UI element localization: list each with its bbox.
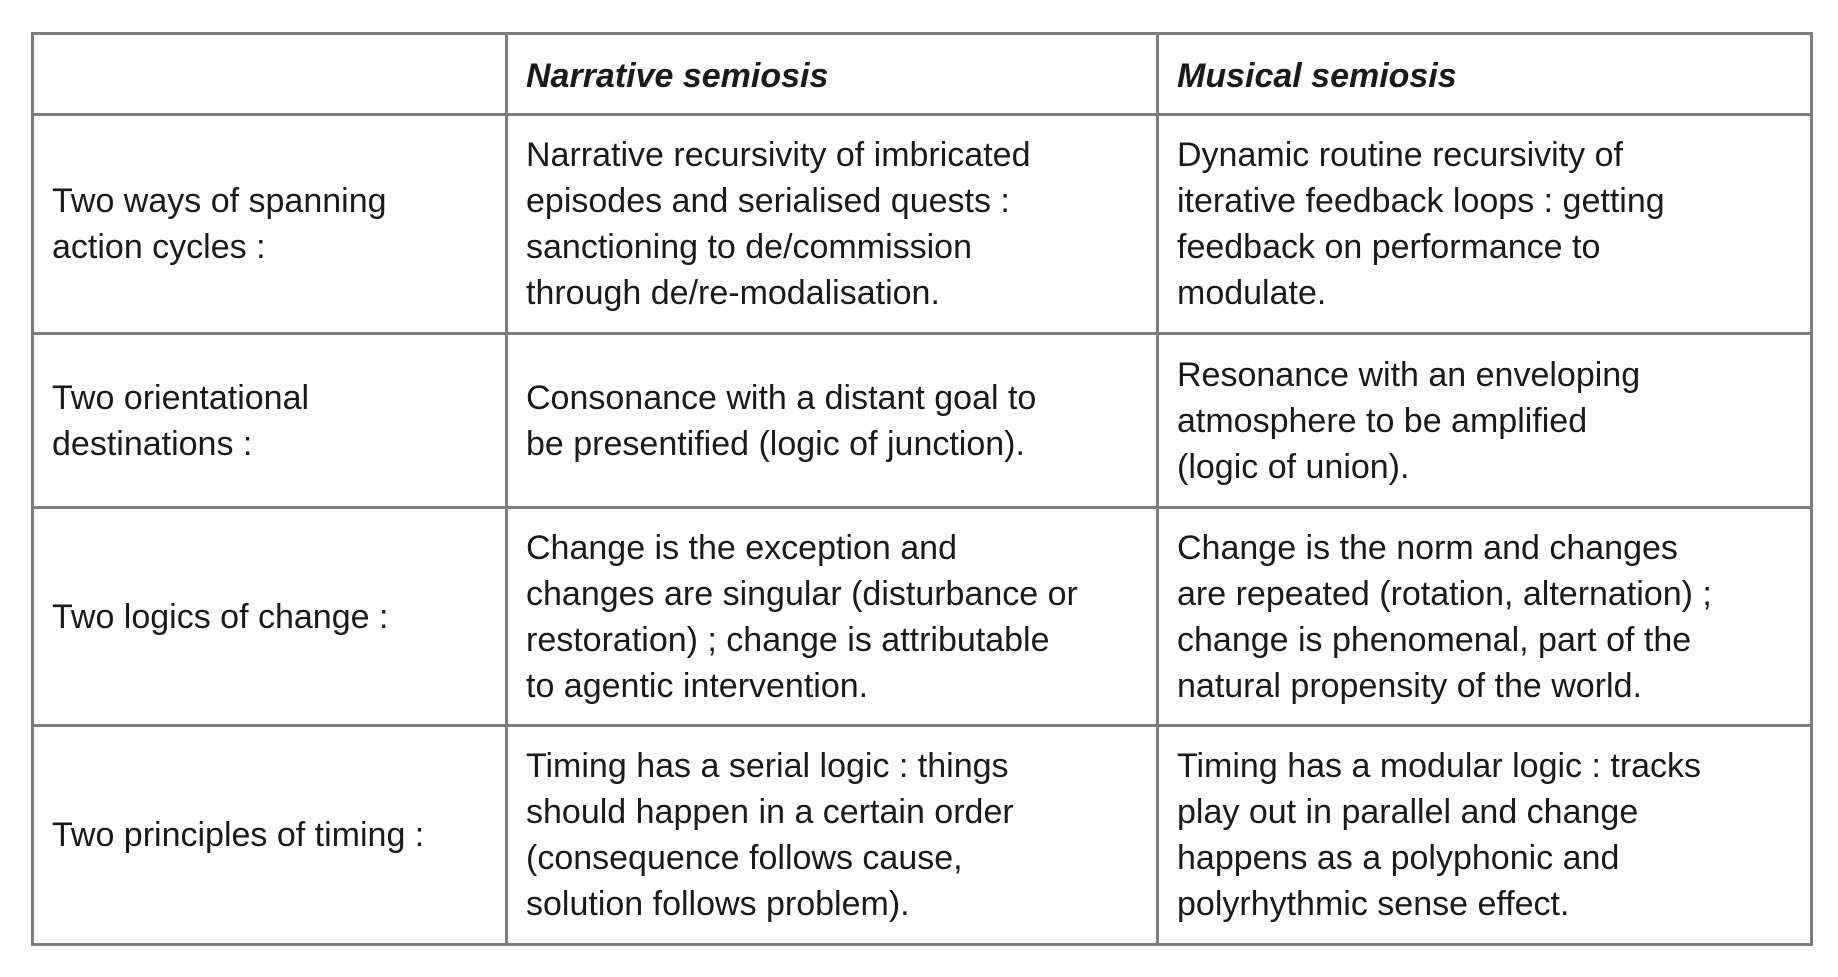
row-label: Two logics of change :: [52, 597, 389, 636]
header-cell-empty: [33, 34, 507, 115]
narrative-cell: [507, 508, 1158, 726]
row-label-cell: [33, 115, 507, 334]
row-label-cell: [33, 334, 507, 508]
musical-cell: [1158, 508, 1812, 726]
row-label: Two ways of spanning action cycles :: [52, 182, 387, 266]
narrative-text: Change is the exception and changes are singular (disturbance or restoration) ; change is attributable to agentic intervention.: [526, 528, 1078, 705]
row-label-cell: [33, 726, 507, 945]
narrative-cell: [507, 726, 1158, 945]
row-label-cell: [33, 508, 507, 726]
header-cell-musical: [1158, 34, 1812, 115]
table-row: [33, 115, 1812, 334]
narrative-cell: [507, 115, 1158, 334]
row-label: Two principles of timing :: [52, 816, 425, 854]
header-row: [33, 34, 1812, 115]
musical-text: Timing has a modular logic : tracks play out in parallel and change happens as a polyphonic and polyrhythmic sense effect.: [1177, 747, 1702, 923]
narrative-text: Narrative recursivity of imbricated episodes and serialised quests : sanctioning to de/commission through de/re-modalisation.: [526, 136, 1031, 312]
table-row: [33, 334, 1812, 508]
musical-text: Resonance with an enveloping atmosphere to be amplified (logic of union).: [1177, 355, 1641, 486]
musical-cell: [1158, 726, 1812, 945]
table-row: [33, 726, 1812, 945]
musical-cell: [1158, 334, 1812, 508]
header-cell-narrative: [507, 34, 1158, 115]
musical-header-text: Musical semiosis: [1177, 57, 1457, 95]
narrative-header-text: Narrative semiosis: [526, 57, 829, 95]
musical-text: Dynamic routine recursivity of iterative feedback loops : getting feedback on performance to modulate.: [1177, 136, 1665, 312]
musical-cell: [1158, 115, 1812, 334]
row-label: Two orientational destinations :: [52, 378, 310, 463]
comparison-table: [31, 32, 1813, 946]
narrative-cell: [507, 334, 1158, 508]
table-row: [33, 508, 1812, 726]
narrative-text: Timing has a serial logic : things should happen in a certain order (consequence follows cause, solution follows problem).: [526, 747, 1014, 923]
narrative-text: Consonance with a distant goal to be presentified (logic of junction).: [526, 378, 1037, 463]
musical-text: Change is the norm and changes are repeated (rotation, alternation) ; change is phenomenal, part of the natural propensity of the world.: [1177, 528, 1712, 705]
